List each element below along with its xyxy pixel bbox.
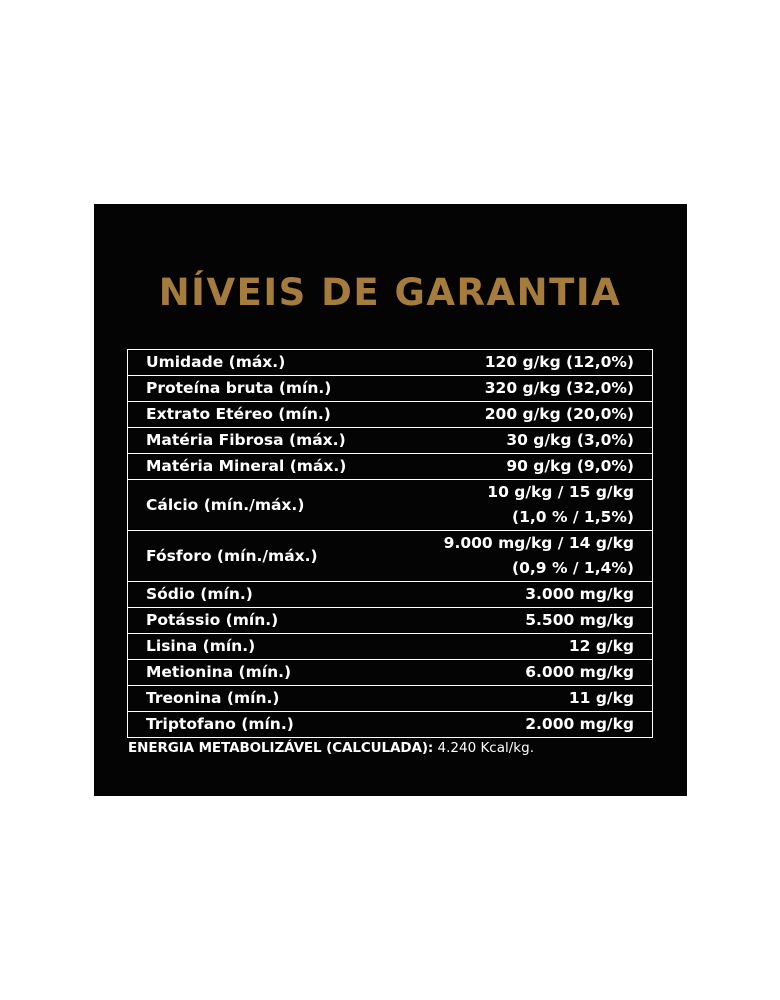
nutrient-value: [404, 428, 653, 454]
table-row: [128, 428, 653, 454]
table-row: [128, 454, 653, 480]
nutrient-value-line: 9.000 mg/kg / 14 g/kg: [443, 534, 634, 552]
nutrient-label: Cálcio (mín./máx.): [128, 480, 405, 531]
nutrient-value: [404, 634, 653, 660]
nutrient-label: Treonina (mín.): [128, 686, 405, 712]
nutrient-label: Matéria Mineral (máx.): [128, 454, 405, 480]
nutrient-value-line: 5.500 mg/kg: [525, 611, 634, 629]
table-row: [128, 350, 653, 376]
table-row: [128, 376, 653, 402]
nutrient-value: [404, 350, 653, 376]
nutrient-value: [404, 454, 653, 480]
nutrient-value-line: 11 g/kg: [568, 689, 634, 707]
table-row: [128, 402, 653, 428]
nutrient-value: [404, 608, 653, 634]
nutrient-label: Triptofano (mín.): [128, 712, 405, 738]
nutrient-value: [404, 480, 653, 531]
nutrient-value-line: (1,0 % / 1,5%): [512, 508, 634, 526]
table-row: [128, 480, 653, 531]
nutrient-value: [404, 402, 653, 428]
nutrient-value-line: 2.000 mg/kg: [525, 715, 634, 733]
nutrient-label: Proteína bruta (mín.): [128, 376, 405, 402]
nutrient-label: Lisina (mín.): [128, 634, 405, 660]
nutrient-label: Fósforo (mín./máx.): [128, 531, 405, 582]
nutrient-label: Metionina (mín.): [128, 660, 405, 686]
nutrient-value: [404, 376, 653, 402]
nutrient-value: [404, 686, 653, 712]
nutrient-value-line: 90 g/kg (9,0%): [506, 457, 634, 475]
nutrient-value-line: 3.000 mg/kg: [525, 585, 634, 603]
nutrient-value-line: 120 g/kg (12,0%): [484, 353, 634, 371]
nutrient-label: Umidade (máx.): [128, 350, 405, 376]
page-title: NÍVEIS DE GARANTIA: [158, 271, 622, 314]
nutrient-value-line: 6.000 mg/kg: [525, 663, 634, 681]
nutrient-value: [404, 531, 653, 582]
nutrient-value-line: 30 g/kg (3,0%): [506, 431, 634, 449]
guarantee-table-body: [128, 350, 653, 738]
energy-label: ENERGIA METABOLIZÁVEL (CALCULADA):: [128, 740, 434, 756]
table-row: [128, 608, 653, 634]
nutrient-label: Matéria Fibrosa (máx.): [128, 428, 405, 454]
nutrient-value-line: 320 g/kg (32,0%): [484, 379, 634, 397]
nutrient-value: [404, 712, 653, 738]
nutrient-value: [404, 582, 653, 608]
nutrient-value-line: 12 g/kg: [568, 637, 634, 655]
nutrient-value-line: 200 g/kg (20,0%): [484, 405, 634, 423]
energy-value: 4.240 Kcal/kg.: [437, 740, 534, 756]
table-row: [128, 634, 653, 660]
table-row: [128, 686, 653, 712]
table-row: [128, 660, 653, 686]
energy-line: [128, 740, 534, 756]
nutrient-value-line: (0,9 % / 1,4%): [512, 559, 634, 577]
nutrient-label: Potássio (mín.): [128, 608, 405, 634]
nutrient-label: Sódio (mín.): [128, 582, 405, 608]
table-row: [128, 712, 653, 738]
table-row: [128, 582, 653, 608]
nutrient-label: Extrato Etéreo (mín.): [128, 402, 405, 428]
nutrient-value: [404, 660, 653, 686]
nutrient-value-line: 10 g/kg / 15 g/kg: [487, 483, 634, 501]
guarantee-table: [127, 349, 653, 738]
table-row: [128, 531, 653, 582]
